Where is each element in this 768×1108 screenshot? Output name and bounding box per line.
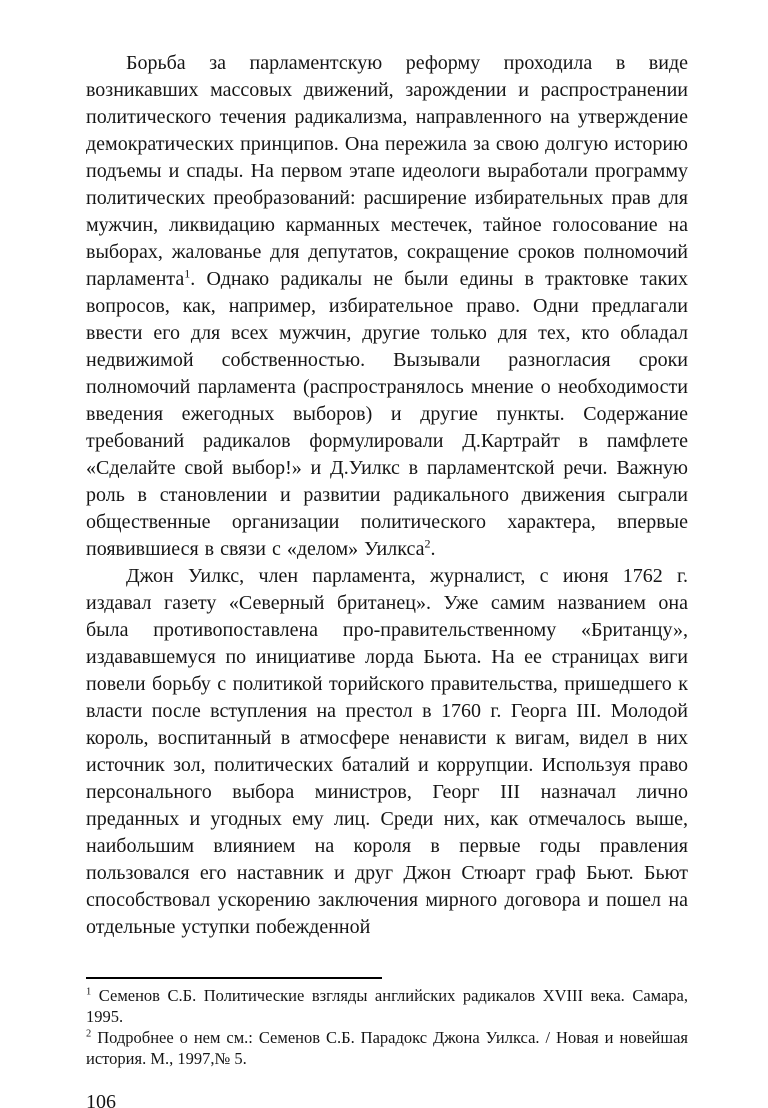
body-text (86, 50, 688, 941)
footnote-marker-1: 1 (86, 986, 92, 998)
footnote-reference-1: 1 (184, 266, 191, 281)
footnote-reference-2: 2 (424, 536, 431, 551)
paragraph-text: Борьба за парламентскую реформу проходила в виде возникавших массовых движений, зарождении и распространении политического течения радикализма, направленного на утверждение демократических принципов. Она пережила за свою долгую историю подъемы и спады. На первом этапе идеологи выработали программу политических преобразований: расширение избирательных прав для мужчин, ликвидацию карманных местечек, тайное голосование на выборах, жалованье для депутатов, сокращение сроков полномочий парламента (86, 52, 688, 290)
footnote-block (86, 977, 688, 1069)
paragraph (86, 50, 688, 563)
paragraph-text: . Однако радикалы не были едины в трактовке таких вопросов, как, например, избирательное право. Одни предлагали ввести его для всех мужчин, другие только для тех, кто обладал недвижимой собственностью. Вызывали разногласия сроки полномочий парламента (распространялось мнение о необходимости введения ежегодных выборов) и другие пункты. Содержание требований радикалов формулировали Д.Картрайт в памфлете «Сделайте свой выбор!» и Д.Уилкс в парламентской речи. Важную роль в становлении и развитии радикального движения сыграли общественные организации политического характера, впервые появившиеся в связи с «делом» Уилкса (86, 268, 688, 560)
paragraph-text: Джон Уилкс, член парламента, журналист, с июня 1762 г. издавал газету «Северный британец». Уже самим названием она была противопоставлена про-правительственному «Британцу», издававшемуся по инициативе лорда Бьюта. На ее страницах виги повели борьбу с политикой торийского правительства, пришедшего к власти после вступления на престол в 1760 г. Георга III. Молодой король, воспитанный в атмосфере ненависти к вигам, видел в них источник зол, политических баталий и коррупции. Используя право персонального выбора министров, Георг III назначал лично преданных и угодных ему лиц. Среди них, как отмечалось выше, наибольшим влиянием на короля в первые годы правления пользовался его наставник и друг Джон Стюарт граф Бьют. Бьют способствовал ускорению заключения мирного договора и пошел на отдельные уступки побежденной (86, 565, 688, 938)
footnote (86, 1027, 688, 1069)
paragraph (86, 563, 688, 941)
footnote-marker-2: 2 (86, 1028, 92, 1040)
footnote-text: Семенов С.Б. Политические взгляды английских радикалов XVIII века. Самара, 1995. (86, 986, 688, 1026)
footnote-separator (86, 977, 382, 979)
footnote (86, 985, 688, 1027)
paragraph-text: . (430, 538, 436, 560)
footnote-text: Подробнее о нем см.: Семенов С.Б. Парадокс Джона Уилкса. / Новая и новейшая история. М., 1997,№ 5. (86, 1028, 688, 1068)
page-number: 106 (86, 1091, 116, 1108)
